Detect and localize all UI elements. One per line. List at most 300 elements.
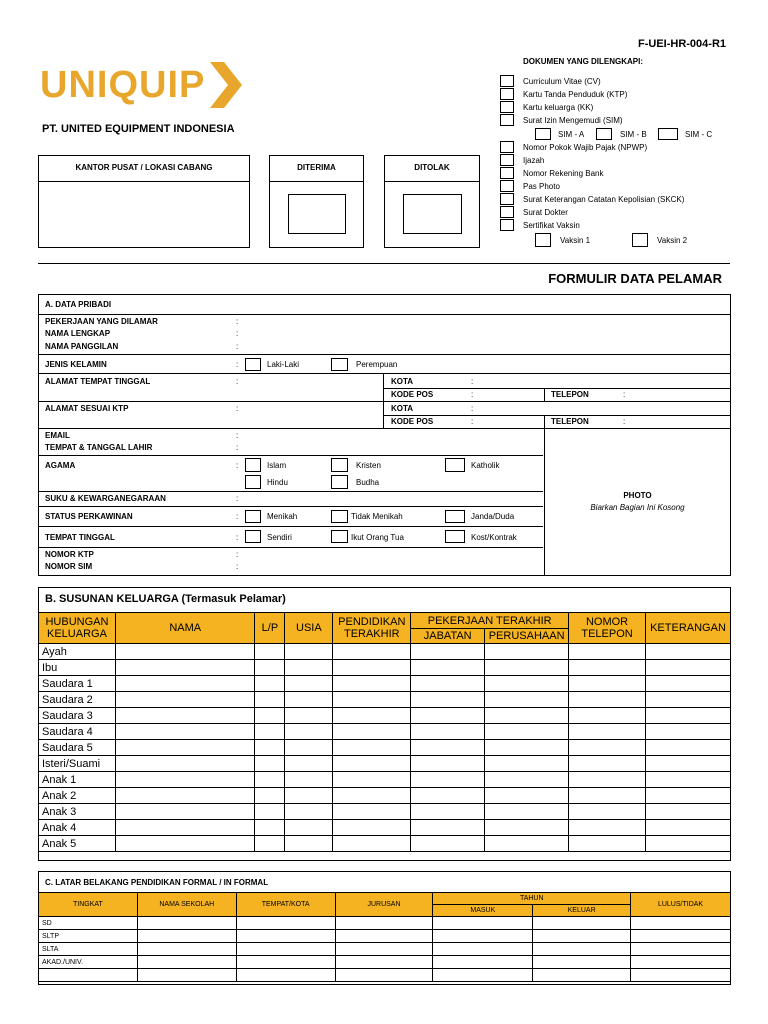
agama-islam-label: Islam <box>267 461 287 470</box>
education-cell-input[interactable] <box>433 956 533 969</box>
header-sekolah: NAMA SEKOLAH <box>137 893 236 917</box>
family-cell-input[interactable] <box>485 804 569 820</box>
family-cell-input[interactable] <box>411 788 485 804</box>
family-cell-input[interactable] <box>333 804 411 820</box>
family-cell-input[interactable] <box>485 708 569 724</box>
family-cell-input[interactable] <box>569 788 646 804</box>
agama-katholik-checkbox[interactable] <box>445 458 465 472</box>
family-relation: Saudara 5 <box>39 740 116 756</box>
tinggal-ortu-label: Ikut Orang Tua <box>351 533 404 542</box>
label-suku: SUKU & KEWARGANEGARAAN <box>45 494 166 503</box>
colon: : <box>471 417 474 426</box>
family-cell-input[interactable] <box>645 836 730 852</box>
colon: : <box>236 443 239 452</box>
label-pekerjaan: PEKERJAAN YANG DILAMAR <box>45 317 158 326</box>
logo-text: UNIQUIP <box>40 64 206 106</box>
family-cell-input[interactable] <box>285 676 333 692</box>
family-relation: Saudara 4 <box>39 724 116 740</box>
header-masuk: MASUK <box>433 905 533 917</box>
family-cell-input[interactable] <box>569 676 646 692</box>
family-cell-input[interactable] <box>569 644 646 660</box>
tinggal-sendiri-checkbox[interactable] <box>245 530 261 543</box>
family-cell-input[interactable] <box>569 804 646 820</box>
tinggal-sendiri-label: Sendiri <box>267 533 292 542</box>
vaksin-1-label: Vaksin 1 <box>560 236 591 245</box>
family-cell-input[interactable] <box>569 740 646 756</box>
sim-a-label: SIM - A <box>558 130 585 139</box>
family-cell-input[interactable] <box>411 724 485 740</box>
family-cell-input[interactable] <box>411 708 485 724</box>
family-cell-input[interactable] <box>411 772 485 788</box>
colon: : <box>236 377 239 386</box>
diterima-stamp-field[interactable] <box>288 194 346 234</box>
family-relation: Isteri/Suami <box>39 756 116 772</box>
education-cell-input[interactable] <box>631 930 731 943</box>
label-ktp: NOMOR KTP <box>45 550 94 559</box>
education-cell-input[interactable] <box>335 969 433 982</box>
family-cell-input[interactable] <box>333 676 411 692</box>
table-row <box>39 756 731 772</box>
family-cell-input[interactable] <box>569 692 646 708</box>
colon: : <box>236 461 239 470</box>
family-cell-input[interactable] <box>115 788 255 804</box>
table-row <box>39 917 731 930</box>
gender-female-label: Perempuan <box>356 360 398 369</box>
family-cell-input[interactable] <box>115 692 255 708</box>
doc-checkbox-skck[interactable] <box>500 193 514 205</box>
header-lulus: LULUS/TIDAK <box>631 893 731 917</box>
family-cell-input[interactable] <box>285 756 333 772</box>
vaksin-1-checkbox[interactable] <box>535 233 551 247</box>
family-cell-input[interactable] <box>485 660 569 676</box>
header-tingkat: TINGKAT <box>39 893 138 917</box>
family-cell-input[interactable] <box>485 676 569 692</box>
family-cell-input[interactable] <box>569 820 646 836</box>
status-menikah-label: Menikah <box>267 512 298 521</box>
education-cell-input[interactable] <box>236 930 335 943</box>
vaksin-2-label: Vaksin 2 <box>657 236 688 245</box>
education-table <box>38 892 731 982</box>
header-hubungan: HUBUNGAN KELUARGA <box>39 613 116 644</box>
family-cell-input[interactable] <box>569 660 646 676</box>
sim-a-checkbox[interactable] <box>535 128 551 140</box>
family-cell-input[interactable] <box>645 756 730 772</box>
family-cell-input[interactable] <box>333 756 411 772</box>
family-cell-input[interactable] <box>115 676 255 692</box>
family-cell-input[interactable] <box>569 836 646 852</box>
family-cell-input[interactable] <box>285 740 333 756</box>
family-cell-input[interactable] <box>115 804 255 820</box>
table-row <box>39 930 731 943</box>
education-level: SD <box>39 917 138 930</box>
tinggal-kost-label: Kost/Kontrak <box>471 533 517 542</box>
education-cell-input[interactable] <box>631 917 731 930</box>
header-telepon: NOMOR TELEPON <box>569 613 646 644</box>
education-cell-input[interactable] <box>137 943 236 956</box>
gender-male-label: Laki-Laki <box>267 360 300 369</box>
family-cell-input[interactable] <box>255 724 285 740</box>
section-b <box>38 587 731 861</box>
family-cell-input[interactable] <box>285 772 333 788</box>
colon: : <box>471 390 474 399</box>
status-tidak-menikah-label: Tidak Menikah <box>351 512 403 521</box>
family-cell-input[interactable] <box>285 644 333 660</box>
family-cell-input[interactable] <box>255 756 285 772</box>
family-cell-input[interactable] <box>411 804 485 820</box>
family-cell-input[interactable] <box>255 836 285 852</box>
family-relation: Anak 4 <box>39 820 116 836</box>
family-cell-input[interactable] <box>285 820 333 836</box>
colon: : <box>236 494 239 503</box>
office-box <box>38 155 250 248</box>
doc-label: Kartu Tanda Penduduk (KTP) <box>523 90 628 99</box>
label-alamat-tinggal: ALAMAT TEMPAT TINGGAL <box>45 377 151 386</box>
family-cell-input[interactable] <box>569 756 646 772</box>
family-cell-input[interactable] <box>115 708 255 724</box>
education-cell-input[interactable] <box>631 943 731 956</box>
family-cell-input[interactable] <box>255 660 285 676</box>
family-relation: Saudara 2 <box>39 692 116 708</box>
colon: : <box>471 404 474 413</box>
education-cell-input[interactable] <box>533 943 631 956</box>
header-keluar: KELUAR <box>533 905 631 917</box>
label-sim: NOMOR SIM <box>45 562 93 571</box>
family-cell-input[interactable] <box>485 740 569 756</box>
family-cell-input[interactable] <box>333 708 411 724</box>
photo-label: PHOTO <box>623 491 652 500</box>
family-cell-input[interactable] <box>255 772 285 788</box>
education-level: AKAD./UNIV. <box>39 956 138 969</box>
family-cell-input[interactable] <box>485 820 569 836</box>
family-cell-input[interactable] <box>411 740 485 756</box>
colon: : <box>236 533 239 542</box>
doc-label: Ijazah <box>523 156 545 165</box>
ditolak-box <box>384 155 480 248</box>
colon: : <box>236 317 239 326</box>
table-row <box>39 740 731 756</box>
family-cell-input[interactable] <box>115 724 255 740</box>
education-cell-input[interactable] <box>433 943 533 956</box>
colon: : <box>236 512 239 521</box>
sim-b-label: SIM - B <box>620 130 647 139</box>
education-cell-input[interactable] <box>433 930 533 943</box>
agama-kristen-checkbox[interactable] <box>331 458 348 472</box>
family-cell-input[interactable] <box>569 708 646 724</box>
family-cell-input[interactable] <box>645 740 730 756</box>
photo-note: Biarkan Bagian Ini Kosong <box>590 503 685 512</box>
education-cell-input[interactable] <box>236 943 335 956</box>
table-row <box>39 836 731 852</box>
education-cell-input[interactable] <box>137 930 236 943</box>
education-cell-input[interactable] <box>631 969 731 982</box>
education-cell-input[interactable] <box>433 917 533 930</box>
form-code: F-UEI-HR-004-R1 <box>638 38 727 50</box>
gender-male-checkbox[interactable] <box>245 358 261 371</box>
family-cell-input[interactable] <box>115 772 255 788</box>
doc-checkbox-sim[interactable] <box>500 114 514 126</box>
ditolak-title: DITOLAK <box>414 163 450 172</box>
family-table <box>38 612 731 852</box>
doc-checkbox-ijazah[interactable] <box>500 154 514 166</box>
family-cell-input[interactable] <box>285 724 333 740</box>
table-row <box>39 692 731 708</box>
family-cell-input[interactable] <box>485 788 569 804</box>
family-cell-input[interactable] <box>411 820 485 836</box>
family-cell-input[interactable] <box>285 660 333 676</box>
sim-c-checkbox[interactable] <box>658 128 678 140</box>
family-cell-input[interactable] <box>333 836 411 852</box>
family-cell-input[interactable] <box>485 724 569 740</box>
documents-title: DOKUMEN YANG DILENGKAPI: <box>523 57 644 66</box>
family-cell-input[interactable] <box>645 644 730 660</box>
doc-checkbox-kk[interactable] <box>500 101 514 113</box>
education-cell-input[interactable] <box>433 969 533 982</box>
table-row <box>39 644 731 660</box>
agama-budha-checkbox[interactable] <box>331 475 348 489</box>
header-jurusan: JURUSAN <box>335 893 433 917</box>
header-pekerjaan: PEKERJAAN TERAKHIR <box>411 613 569 629</box>
doc-checkbox-photo[interactable] <box>500 180 514 192</box>
family-cell-input[interactable] <box>645 676 730 692</box>
diterima-title: DITERIMA <box>297 163 336 172</box>
tinggal-kost-checkbox[interactable] <box>445 530 465 543</box>
doc-checkbox-npwp[interactable] <box>500 141 514 153</box>
education-cell-input[interactable] <box>236 969 335 982</box>
header-kota: TEMPAT/KOTA <box>236 893 335 917</box>
family-cell-input[interactable] <box>255 820 285 836</box>
family-cell-input[interactable] <box>333 788 411 804</box>
education-level <box>39 969 138 982</box>
agama-katholik-label: Katholik <box>471 461 500 470</box>
family-cell-input[interactable] <box>333 772 411 788</box>
table-row <box>39 956 731 969</box>
agama-budha-label: Budha <box>356 478 380 487</box>
family-relation: Anak 5 <box>39 836 116 852</box>
colon: : <box>236 342 239 351</box>
family-cell-input[interactable] <box>485 692 569 708</box>
family-cell-input[interactable] <box>255 740 285 756</box>
family-cell-input[interactable] <box>645 660 730 676</box>
label-alamat-ktp: ALAMAT SESUAI KTP <box>45 404 129 413</box>
education-cell-input[interactable] <box>533 956 631 969</box>
family-cell-input[interactable] <box>285 836 333 852</box>
company-logo <box>40 60 250 114</box>
label-jenis-kelamin: JENIS KELAMIN <box>45 360 107 369</box>
family-relation: Ayah <box>39 644 116 660</box>
section-a-title: A. DATA PRIBADI <box>45 300 112 309</box>
status-janda-checkbox[interactable] <box>445 510 465 523</box>
header-perusahaan: PERUSAHAAN <box>485 629 569 644</box>
family-cell-input[interactable] <box>411 756 485 772</box>
family-relation: Anak 1 <box>39 772 116 788</box>
status-janda-label: Janda/Duda <box>471 512 515 521</box>
family-relation: Ibu <box>39 660 116 676</box>
family-cell-input[interactable] <box>569 772 646 788</box>
header-pendidikan: PENDIDIKAN TERAKHIR <box>333 613 411 644</box>
family-cell-input[interactable] <box>645 692 730 708</box>
family-cell-input[interactable] <box>285 708 333 724</box>
family-cell-input[interactable] <box>333 740 411 756</box>
diterima-box <box>269 155 364 248</box>
family-cell-input[interactable] <box>411 836 485 852</box>
sim-b-checkbox[interactable] <box>596 128 612 140</box>
education-level: SLTA <box>39 943 138 956</box>
office-box-title: KANTOR PUSAT / LOKASI CABANG <box>75 163 213 172</box>
family-cell-input[interactable] <box>485 644 569 660</box>
table-row <box>39 969 731 982</box>
education-cell-input[interactable] <box>137 969 236 982</box>
doc-label: Surat Dokter <box>523 208 568 217</box>
label-kode-pos-ktp: KODE POS <box>391 417 434 426</box>
education-level: SLTP <box>39 930 138 943</box>
family-cell-input[interactable] <box>645 804 730 820</box>
family-cell-input[interactable] <box>485 756 569 772</box>
education-cell-input[interactable] <box>137 956 236 969</box>
family-cell-input[interactable] <box>411 692 485 708</box>
doc-label: Nomor Rekening Bank <box>523 169 604 178</box>
doc-label: Surat Izin Mengemudi (SIM) <box>523 116 623 125</box>
education-cell-input[interactable] <box>236 917 335 930</box>
education-cell-input[interactable] <box>631 956 731 969</box>
label-kota: KOTA <box>391 377 414 386</box>
section-b-title: B. SUSUNAN KELUARGA (Termasuk Pelamar) <box>45 593 286 605</box>
colon: : <box>236 329 239 338</box>
family-cell-input[interactable] <box>115 740 255 756</box>
ditolak-stamp-field[interactable] <box>403 194 462 234</box>
section-c <box>38 871 731 985</box>
family-cell-input[interactable] <box>485 836 569 852</box>
education-cell-input[interactable] <box>137 917 236 930</box>
doc-label: Kartu keluarga (KK) <box>523 103 594 112</box>
section-c-title: C. LATAR BELAKANG PENDIDIKAN FORMAL / IN FORMAL <box>45 878 269 887</box>
family-cell-input[interactable] <box>115 820 255 836</box>
chevron-right-icon <box>208 60 244 110</box>
doc-checkbox-rekening[interactable] <box>500 167 514 179</box>
education-cell-input[interactable] <box>335 930 433 943</box>
table-row <box>39 676 731 692</box>
header-keterangan: KETERANGAN <box>645 613 730 644</box>
label-kota-ktp: KOTA <box>391 404 414 413</box>
family-cell-input[interactable] <box>255 708 285 724</box>
colon: : <box>236 431 239 440</box>
family-cell-input[interactable] <box>411 644 485 660</box>
title-divider <box>38 263 730 264</box>
colon: : <box>236 404 239 413</box>
label-telepon: TELEPON <box>551 390 589 399</box>
doc-checkbox-vaksin[interactable] <box>500 219 514 231</box>
family-cell-input[interactable] <box>569 724 646 740</box>
agama-hindu-checkbox[interactable] <box>245 475 261 489</box>
gender-female-checkbox[interactable] <box>331 358 348 371</box>
education-cell-input[interactable] <box>335 956 433 969</box>
family-cell-input[interactable] <box>333 660 411 676</box>
agama-islam-checkbox[interactable] <box>245 458 261 472</box>
family-cell-input[interactable] <box>645 724 730 740</box>
family-cell-input[interactable] <box>645 708 730 724</box>
doc-checkbox-cv[interactable] <box>500 75 514 87</box>
form-title: FORMULIR DATA PELAMAR <box>548 271 722 286</box>
family-cell-input[interactable] <box>645 772 730 788</box>
header-jabatan: JABATAN <box>411 629 485 644</box>
table-row <box>39 724 731 740</box>
family-cell-input[interactable] <box>255 644 285 660</box>
education-cell-input[interactable] <box>533 969 631 982</box>
family-cell-input[interactable] <box>333 724 411 740</box>
education-cell-input[interactable] <box>335 943 433 956</box>
colon: : <box>623 390 626 399</box>
education-cell-input[interactable] <box>236 956 335 969</box>
family-cell-input[interactable] <box>255 692 285 708</box>
header-lp: L/P <box>255 613 285 644</box>
family-cell-input[interactable] <box>255 804 285 820</box>
label-telepon-ktp: TELEPON <box>551 417 589 426</box>
status-menikah-checkbox[interactable] <box>245 510 261 523</box>
family-relation: Saudara 1 <box>39 676 116 692</box>
status-tidak-menikah-checkbox[interactable] <box>331 510 348 523</box>
agama-kristen-label: Kristen <box>356 461 381 470</box>
family-cell-input[interactable] <box>645 820 730 836</box>
doc-label: Curriculum Vitae (CV) <box>523 77 601 86</box>
table-row <box>39 708 731 724</box>
education-cell-input[interactable] <box>533 930 631 943</box>
table-row <box>39 804 731 820</box>
doc-label: Surat Keterangan Catatan Kepolisian (SKCK) <box>523 195 685 204</box>
header-nama: NAMA <box>115 613 255 644</box>
family-cell-input[interactable] <box>645 788 730 804</box>
family-cell-input[interactable] <box>333 644 411 660</box>
label-nama-panggilan: NAMA PANGGILAN <box>45 342 119 351</box>
family-cell-input[interactable] <box>333 820 411 836</box>
family-cell-input[interactable] <box>115 836 255 852</box>
table-row <box>39 820 731 836</box>
colon: : <box>236 360 239 369</box>
family-cell-input[interactable] <box>285 788 333 804</box>
colon: : <box>471 377 474 386</box>
tinggal-ortu-checkbox[interactable] <box>331 530 348 543</box>
label-kode-pos: KODE POS <box>391 390 434 399</box>
vaksin-2-checkbox[interactable] <box>632 233 648 247</box>
family-cell-input[interactable] <box>411 676 485 692</box>
family-cell-input[interactable] <box>255 676 285 692</box>
label-ttl: TEMPAT & TANGGAL LAHIR <box>45 443 153 452</box>
label-tempat-tinggal: TEMPAT TINGGAL <box>45 533 115 542</box>
label-agama: AGAMA <box>45 461 76 470</box>
doc-label: Nomor Pokok Wajib Pajak (NPWP) <box>523 143 648 152</box>
family-cell-input[interactable] <box>255 788 285 804</box>
family-cell-input[interactable] <box>333 692 411 708</box>
colon: : <box>236 550 239 559</box>
family-cell-input[interactable] <box>115 644 255 660</box>
doc-label: Sertifikat Vaksin <box>523 221 580 230</box>
doc-checkbox-dokter[interactable] <box>500 206 514 218</box>
agama-hindu-label: Hindu <box>267 478 288 487</box>
company-name: PT. UNITED EQUIPMENT INDONESIA <box>42 123 235 135</box>
education-cell-input[interactable] <box>335 917 433 930</box>
family-cell-input[interactable] <box>115 756 255 772</box>
family-relation: Anak 3 <box>39 804 116 820</box>
doc-checkbox-ktp[interactable] <box>500 88 514 100</box>
doc-label: Pas Photo <box>523 182 560 191</box>
table-row <box>39 660 731 676</box>
sim-c-label: SIM - C <box>685 130 713 139</box>
family-cell-input[interactable] <box>485 772 569 788</box>
family-cell-input[interactable] <box>115 660 255 676</box>
family-cell-input[interactable] <box>285 804 333 820</box>
education-cell-input[interactable] <box>533 917 631 930</box>
family-cell-input[interactable] <box>285 692 333 708</box>
header-tahun: TAHUN <box>433 893 631 905</box>
family-cell-input[interactable] <box>411 660 485 676</box>
